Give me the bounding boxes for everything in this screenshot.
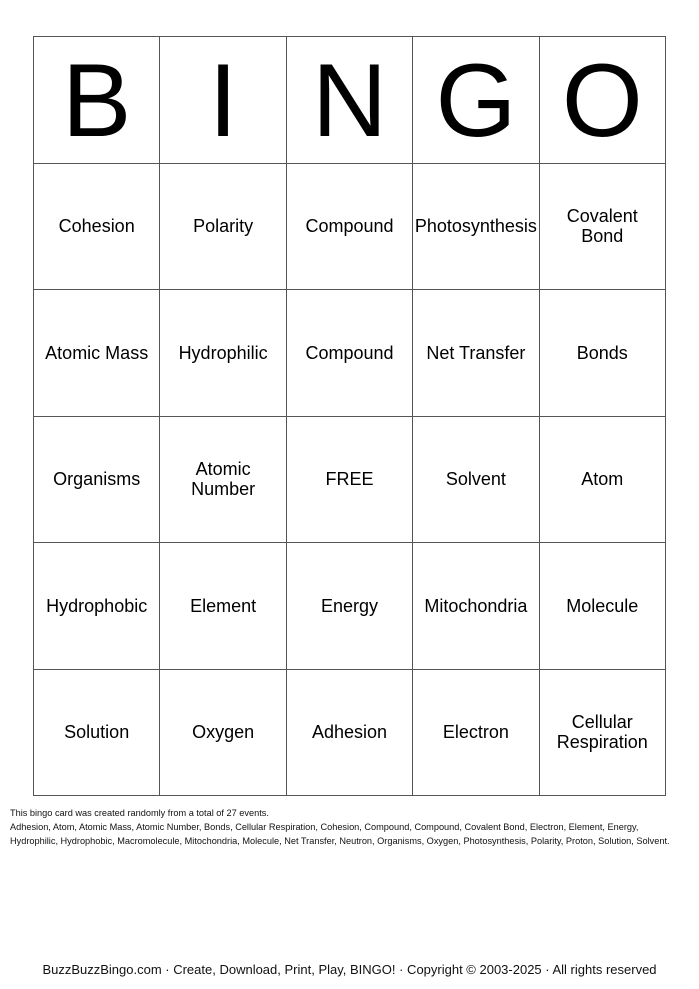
bingo-cell: Covalent Bond: [540, 164, 666, 291]
bingo-cell: Atomic Mass: [34, 290, 160, 417]
bingo-cell: Hydrophobic: [34, 543, 160, 670]
bingo-cell: Electron: [413, 670, 539, 797]
event-list-line-2: Hydrophilic, Hydrophobic, Macromolecule, Mitochondria, Molecule, Net Transfer, Neutron, Organisms, Oxygen, Photosynthesis, Polarity, Proton, Solution, Solvent.: [10, 836, 670, 846]
card-summary: This bingo card was created randomly from a total of 27 events.: [10, 808, 269, 818]
event-list-line-1: Adhesion, Atom, Atomic Mass, Atomic Number, Bonds, Cellular Respiration, Cohesion, Compound, Compound, Covalent Bond, Electron, Element, Energy,: [10, 822, 639, 832]
bingo-cell: Energy: [287, 543, 413, 670]
bingo-cell: Solvent: [413, 417, 539, 544]
header-letter-b: B: [34, 37, 160, 164]
header-letter-n: N: [287, 37, 413, 164]
bingo-cell: Atomic Number: [160, 417, 286, 544]
bingo-cell: Solution: [34, 670, 160, 797]
footer-copyright: BuzzBuzzBingo.com · Create, Download, Print, Play, BINGO! · Copyright © 2003-2025 · All rights reserved: [42, 962, 657, 977]
bingo-cell: Polarity: [160, 164, 286, 291]
bingo-cell: Element: [160, 543, 286, 670]
bingo-cell: Net Transfer: [413, 290, 539, 417]
bingo-card: [33, 36, 666, 796]
bingo-cell: Oxygen: [160, 670, 286, 797]
bingo-cell: Cellular Respiration: [540, 670, 666, 797]
bingo-cell: Photosynthesis: [413, 164, 539, 291]
bingo-cell: Molecule: [540, 543, 666, 670]
bingo-cell: Cohesion: [34, 164, 160, 291]
free-space: FREE: [287, 417, 413, 544]
bingo-cell: Hydrophilic: [160, 290, 286, 417]
bingo-cell: Mitochondria: [413, 543, 539, 670]
header-letter-g: G: [413, 37, 539, 164]
header-letter-i: I: [160, 37, 286, 164]
bingo-cell: Atom: [540, 417, 666, 544]
card-info: [10, 806, 695, 848]
bingo-cell: Bonds: [540, 290, 666, 417]
bingo-cell: Compound: [287, 164, 413, 291]
header-letter-o: O: [540, 37, 666, 164]
bingo-cell: Adhesion: [287, 670, 413, 797]
bingo-cell: Compound: [287, 290, 413, 417]
bingo-cell: Organisms: [34, 417, 160, 544]
